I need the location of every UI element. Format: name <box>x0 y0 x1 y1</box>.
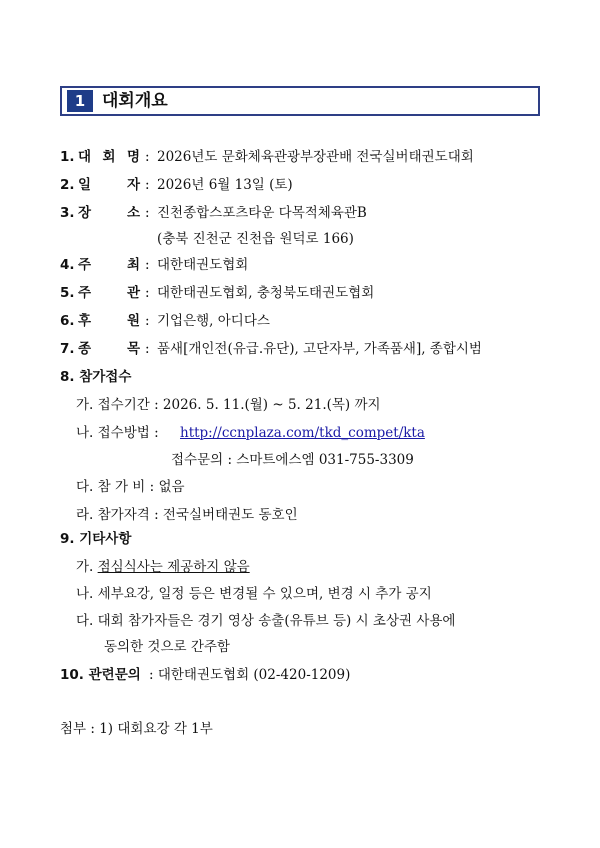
item-value: 대한태권도협회, 충청북도태권도협회 <box>157 285 375 301</box>
item-colon: : <box>145 313 150 329</box>
item-label <box>78 256 140 274</box>
item-label-char: 관 <box>126 285 140 301</box>
registration-heading: 8. 참가접수 <box>60 369 132 385</box>
item-value: 진천종합스포츠타운 다목적체육관B <box>157 205 367 221</box>
registration-method-label: 나. 접수방법 : <box>76 425 159 441</box>
item-number: 4. <box>60 257 75 273</box>
item-label-char: 대 <box>78 149 92 165</box>
item-label <box>78 176 140 194</box>
section-number: 1 <box>67 90 93 112</box>
section-title: 대회개요 <box>102 91 168 111</box>
item-label-char: 자 <box>126 177 140 193</box>
registration-qualification: 라. 참가자격 : 전국실버태권도 동호인 <box>76 507 298 523</box>
other-item-b: 나. 세부요강, 일정 등은 변경될 수 있으며, 변경 시 추가 공지 <box>76 586 432 602</box>
registration-link[interactable]: http://ccnplaza.com/tkd_compet/kta <box>180 425 425 441</box>
item-number: 6. <box>60 313 75 329</box>
other-item-c-line1: 다. 대회 참가자들은 경기 영상 송출(유튜브 등) 시 초상권 사용에 <box>76 613 456 629</box>
item-label-char: 원 <box>126 313 140 329</box>
item-label-char: 종 <box>78 341 92 357</box>
item-label-char: 소 <box>126 205 140 221</box>
contact-value: : 대한태권도협회 (02-420-1209) <box>149 667 351 683</box>
item-number: 5. <box>60 285 75 301</box>
item-label-char: 최 <box>126 257 140 273</box>
other-heading: 9. 기타사항 <box>60 531 132 547</box>
registration-inquiry: 접수문의 : 스마트에스엠 031-755-3309 <box>171 452 414 468</box>
item-label-char: 주 <box>78 285 92 301</box>
other-item-a-prefix: 가. <box>76 559 98 575</box>
item-label <box>78 204 140 222</box>
other-item-c-line2: 동의한 것으로 간주함 <box>104 639 230 655</box>
item-value: 대한태권도협회 <box>157 257 249 273</box>
item-label-char: 장 <box>78 205 92 221</box>
item-value-address: (충북 진천군 진천읍 원덕로 166) <box>157 231 354 247</box>
item-colon: : <box>145 149 150 165</box>
item-label-char: 목 <box>126 341 140 357</box>
item-value: 2026년 6월 13일 (토) <box>157 177 293 193</box>
attachment-note: 첨부 : 1) 대회요강 각 1부 <box>60 721 213 737</box>
item-label <box>78 284 140 302</box>
item-colon: : <box>145 341 150 357</box>
item-number: 3. <box>60 205 75 221</box>
item-label <box>78 148 140 166</box>
item-label-char: 주 <box>78 257 92 273</box>
item-value: 2026년도 문화체육관광부장관배 전국실버태권도대회 <box>157 149 474 165</box>
registration-period: 가. 접수기간 : 2026. 5. 11.(월) ~ 5. 21.(목) 까지 <box>76 397 381 413</box>
item-value: 품새[개인전(유급.유단), 고단자부, 가족품새], 종합시범 <box>157 341 482 357</box>
other-item-a-text: 점심식사는 제공하지 않음 <box>97 559 250 575</box>
item-value: 기업은행, 아디다스 <box>157 313 270 329</box>
item-colon: : <box>145 257 150 273</box>
item-label <box>78 340 140 358</box>
item-number: 7. <box>60 341 75 357</box>
contact-label: 10. 관련문의 <box>60 667 141 683</box>
item-label-char: 일 <box>78 177 92 193</box>
item-label <box>78 312 140 330</box>
registration-fee: 다. 참 가 비 : 없음 <box>76 479 185 495</box>
item-number: 2. <box>60 177 75 193</box>
item-label-char: 명 <box>126 149 140 165</box>
item-label-char: 회 <box>102 149 116 165</box>
item-colon: : <box>145 285 150 301</box>
item-colon: : <box>145 177 150 193</box>
item-number: 1. <box>60 149 75 165</box>
item-colon: : <box>145 205 150 221</box>
item-label-char: 후 <box>78 313 92 329</box>
section-header <box>60 86 540 116</box>
